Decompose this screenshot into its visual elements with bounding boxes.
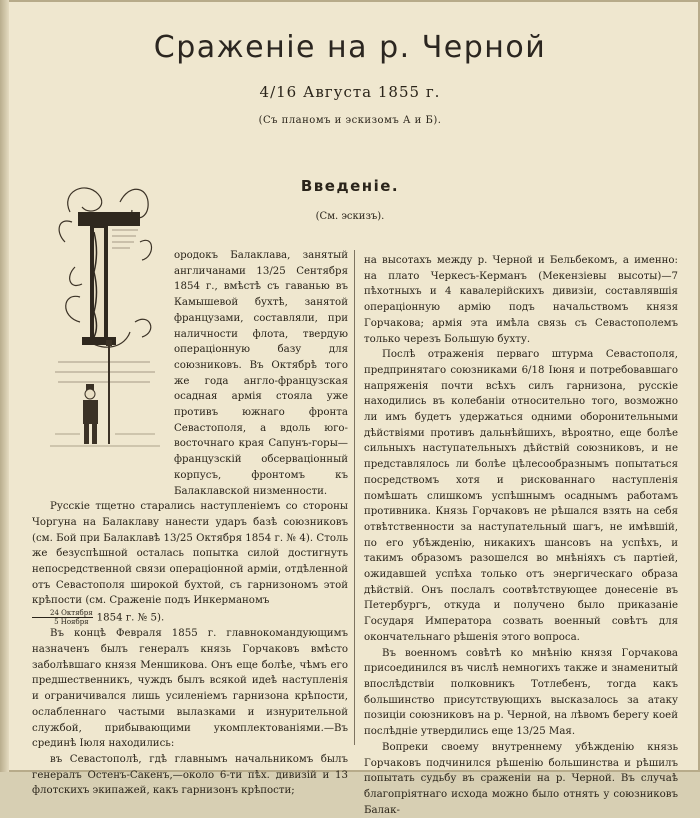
fraction-bottom: 5 Ноября xyxy=(54,618,89,627)
left-paragraph-2-end: 1854 г. № 5). xyxy=(96,612,165,624)
left-paragraph-1: ородокъ Балаклава, занятый англичанами 13/25 Сентября 1854 г., вмѣстѣ съ гаванью въ Камышевой бухтѣ, занятой французами, составляли, при наличности флота, твердую операціонную базу для союзниковъ. Въ Октябрѣ того же года англо-французская осадная армія стояла уже противъ южнаго фронта Севастополя, а вдоль юго-восточнаго края Сапунъ-горы—французскій обсерваціонный корпусъ, фронтомъ къ Балаклавской низменности. xyxy=(174,250,348,497)
right-column xyxy=(364,253,678,818)
left-paragraph-2 xyxy=(32,499,348,626)
right-paragraph-2: Послѣ отраженія перваго штурма Севастополя, предпринятаго союзниками 6/18 Іюня и потребовавшаго напряженія почти всѣхъ силъ гарнизона, русскіе находились въ колебаніи относительно того, возможно ли имъ будетъ удержаться одними оборонительными дѣйствіями противъ дальнѣйшихъ, вѣроятно, еще болѣе сильныхъ наступательныхъ дѣйствій союзниковъ, и не представлялось ли болѣе цѣлесообразнымъ попытаться посредствомъ хотя и рискованнаго наступленія помѣшать слишкомъ успѣшнымъ осаднымъ работамъ противника. Князь Горчаковъ не рѣшался взять на себя отвѣтственности за наступательный шагъ, не имѣвшій, по его убѣжденію, никакихъ шансовъ на успѣхъ, и такимъ образомъ разошелся во мнѣніяхъ съ партіей, ожидавшей успѣха только отъ энергическаго образа дѣйствій. Онъ послалъ соотвѣтствующее донесеніе въ Петербургъ, откуда и получено было приказаніе Государя Императора созвать военный совѣтъ для окончательнаго рѣшенія этого вопроса. xyxy=(364,349,678,643)
column-divider xyxy=(354,250,355,745)
date-fraction xyxy=(32,609,93,626)
left-paragraph-4: въ Севастополѣ, гдѣ главнымъ начальникомъ былъ генералъ Остенъ-Сакенъ,—около 6-ти пѣх. дивизій и 13 флотскихъ экипажей, какъ гарнизонъ крѣпости; xyxy=(32,754,348,797)
fraction-top: 24 Октября xyxy=(32,609,93,618)
right-paragraph-1: на высотахъ между р. Черной и Бельбекомъ, а именно: на плато Черкесъ-Керманъ (Мекензіевы высоты)—7 пѣхотныхъ и 4 кавалерійскихъ дивизіи, составлявшія операціонную армію подъ начальствомъ князя Горчакова; армія эта имѣла связь съ Севастополемъ только черезъ Большую бухту. xyxy=(364,255,678,345)
left-column xyxy=(32,248,348,799)
battle-date: 4/16 Августа 1855 г. xyxy=(259,83,441,101)
right-paragraph-3: Въ военномъ совѣтѣ ко мнѣнію князя Горчакова присоединился въ числѣ немногихъ также и знаменитый впослѣдствіи полковникъ Тотлебенъ, тогда какъ большинство присутствующихъ высказалось за атаку позиціи союзниковъ на р. Черной, на лѣвомъ берегу коей послѣдніе утвердились еще 13/25 Мая. xyxy=(364,647,678,738)
page-subtitle: (Съ планомъ и эскизомъ А и Б). xyxy=(258,115,442,126)
section-heading: Введеніе. xyxy=(300,177,400,195)
left-paragraph-2-text: Русскіе тщетно старались наступленіемъ со стороны Чоргуна на Балаклаву нанести ударъ базѣ союзниковъ (см. Бой при Балаклавѣ 13/25 Октября 1854 г. № 4). Столь же безуспѣшной осталась попытка силой достигнуть непосредственной связи операціонной арміи, отдѣленной отъ Севастополя широкой бухтой, съ гарнизономъ этой крѣпости (см. Сраженіе подъ Инкерманомъ xyxy=(32,501,348,607)
left-paragraph-3: Въ концѣ Февраля 1855 г. главнокомандующимъ назначенъ былъ генералъ князь Горчаковъ вмѣсто заболѣвшаго князя Меншикова. Онъ еще болѣе, чѣмъ его предшественникъ, чуждъ былъ всякой идеѣ наступленія и ограничивался лишь усиленіемъ гарнизона крѣпости, ослабленнаго частыми вылазками и изнурительной службой, прибывающими укомплектованіями.—Въ срединѣ Іюля находились: xyxy=(32,628,348,750)
page-title: Сраженіе на р. Черной xyxy=(153,30,547,65)
right-paragraph-4: Вопреки своему внутреннему убѣжденію князь Горчаковъ подчинился рѣшенію большинства и рѣшилъ попытать судьбу въ сраженіи на р. Черной. Въ случаѣ благопріятнаго исхода можно было отнять у союзниковъ Балак- xyxy=(364,741,678,816)
section-note: (См. эскизъ). xyxy=(315,211,385,222)
